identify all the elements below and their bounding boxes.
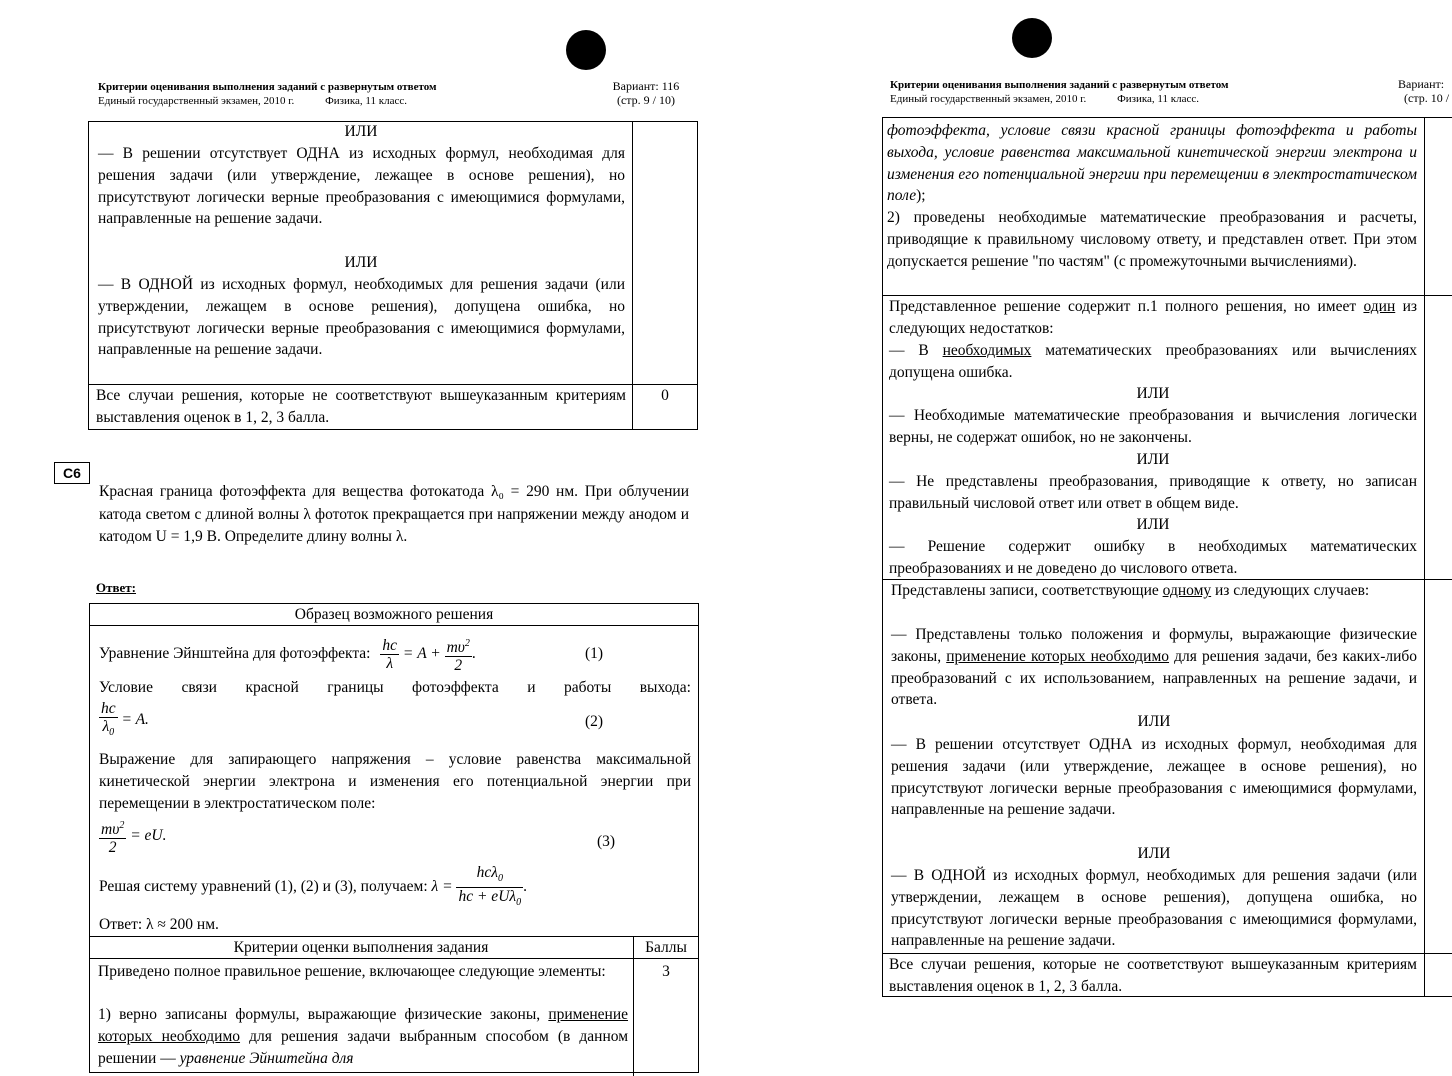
page-number: (стр. 10 / bbox=[1404, 91, 1450, 105]
item1-rest: для решения задачи выбранным способом (в данном решении — bbox=[98, 1027, 629, 1067]
criteria-paragraph: — В решении отсутствует ОДНА из исходных формул, необходимая для решения задачи (или утверждение, лежащее в основе решения), но присутствуют логически верные преобразования с имеющимися формулами, направленные на решение задачи. bbox=[98, 145, 625, 228]
equation-line: $\frac{m\upsilon^2}{2}$ = eU. (3) bbox=[99, 817, 691, 856]
answer-label: Ответ: bbox=[96, 580, 137, 595]
table-divider bbox=[1424, 117, 1425, 997]
criteria-paragraph: Все случаи решения, которые не соответствуют вышеуказанным критериям выставления оценок в 1, 2, 3 балла. bbox=[889, 956, 1417, 995]
intro-text: Представленное решение содержит п.1 полного решения, но имеет bbox=[889, 298, 1357, 315]
score-value: 3 bbox=[662, 963, 670, 980]
intro-text-end: из следующих случаев: bbox=[1215, 582, 1370, 599]
intro-underlined: один bbox=[1363, 298, 1396, 315]
energy-equation: $\frac{m\upsilon^2}{2}$ bbox=[99, 817, 126, 856]
score-value: 0 bbox=[661, 387, 669, 404]
header-subject: Физика, 11 класс. bbox=[1117, 93, 1200, 105]
header-exam: Единый государственный экзамен, 2010 г. bbox=[98, 95, 295, 107]
item1-start: 1) верно записаны формулы, выражающие физические законы, bbox=[98, 1006, 541, 1023]
criteria-paragraph bbox=[891, 580, 1417, 602]
deficiency-end: математических преобразованиях или вычислениях допущена ошибка. bbox=[889, 342, 1417, 381]
header-subject: Физика, 11 класс. bbox=[325, 95, 408, 107]
table-top-border bbox=[882, 117, 1452, 118]
equation-line bbox=[99, 634, 691, 674]
intro-underlined: одному bbox=[1162, 582, 1212, 599]
item1-italic: уравнение Эйнштейна для bbox=[179, 1049, 354, 1067]
deficiency-start: — В bbox=[889, 342, 929, 359]
header-title: Критерии оценивания выполнения заданий с развернутым ответом bbox=[98, 81, 437, 93]
header-exam: Единый государственный экзамен, 2010 г. bbox=[890, 93, 1087, 105]
result-formula: $\frac{hc\lambda_0}{hc + eU\lambda_0}$ bbox=[458, 864, 522, 909]
equation-label: Уравнение Эйнштейна для фотоэффекта: bbox=[99, 645, 371, 662]
equation-line: $\frac{hc}{\lambda_0}$ = A. (2) bbox=[99, 700, 691, 741]
criteria-paragraph bbox=[891, 624, 1417, 711]
or-label: ИЛИ bbox=[1136, 385, 1170, 402]
criteria-paragraph: — Необходимые математические преобразования и вычисления логически верны, не содержат ошибок, но не закончены. bbox=[889, 407, 1417, 446]
deficiency-underlined: необходимых bbox=[942, 342, 1032, 359]
header-title: Критерии оценивания выполнения заданий с развернутым ответом bbox=[890, 79, 1229, 91]
case-end: для решения задачи, без каких-либо преобразований с их использованием, направленных на решение задачи, и ответа. bbox=[891, 647, 1418, 709]
criteria-header: Критерии оценки выполнения задания bbox=[233, 939, 489, 956]
page-header bbox=[890, 78, 1330, 106]
final-answer: Ответ: λ ≈ 200 нм. bbox=[99, 916, 219, 933]
points-header: Баллы bbox=[645, 939, 687, 956]
solve-text: Решая систему уравнений (1), (2) и (3), получаем: bbox=[99, 878, 428, 896]
item1-underlined: применение которых необходимо bbox=[98, 1006, 629, 1045]
equation-line: Решая систему уравнений (1), (2) и (3), получаем: λ = $\frac{hc\lambda_0}{hc + eU\lambda_0}$ . bbox=[99, 864, 691, 911]
intro-text: Представлены записи, соответствующие bbox=[891, 582, 1159, 599]
criteria-paragraph: — Не представлены преобразования, приводящие к ответу, но записан правильный числовой ответ или ответ в общем виде. bbox=[889, 473, 1417, 512]
task-label: С6 bbox=[54, 462, 90, 484]
equation-text: Выражение для запирающего напряжения – условие равенства максимальной кинетической энергии электрона и изменения его потенциальной энергии при перемещении в электростатическом поле: bbox=[99, 751, 691, 812]
criteria-paragraph bbox=[98, 1004, 628, 1069]
page-header bbox=[98, 80, 538, 108]
case-underlined: применение которых необходимо bbox=[946, 647, 1170, 665]
continuation-italic: фотоэффекта, условие связи красной границы фотоэффекта и работы выхода, условие равенства максимальной кинетической энергии электрона и изменения его потенциальной энергии при перемещении в электростатическом поле bbox=[887, 122, 1417, 205]
or-label: ИЛИ bbox=[344, 123, 378, 140]
criteria-paragraph bbox=[889, 296, 1417, 340]
criteria-paragraph: — В ОДНОЙ из исходных формул, необходимых для решения задачи (или утверждении, лежащем в основе решения), допущена ошибка, но присутствуют логически верные преобразования с имеющимися формулами, направленные на решение задачи. bbox=[891, 867, 1417, 950]
page-number: (стр. 9 / 10) bbox=[616, 93, 676, 107]
punch-hole bbox=[1012, 18, 1052, 58]
intro-text-end: из следующих недостатков: bbox=[889, 298, 1417, 337]
left-page bbox=[0, 0, 726, 1067]
right-page bbox=[726, 0, 1452, 1064]
punch-hole bbox=[566, 30, 606, 70]
red-border-equation: $\frac{hc}{\lambda_0}$ bbox=[101, 700, 116, 739]
criteria-paragraph: 2) проведены необходимые математические преобразования и расчеты, приводящие к правильному числовому ответу, и представлен ответ. При этом допускается решение "по частям" (с промежуточными вычислениями). bbox=[887, 209, 1417, 270]
or-label: ИЛИ bbox=[1137, 713, 1171, 730]
criteria-paragraph: Приведено полное правильное решение, включающее следующие элементы: bbox=[98, 963, 606, 980]
table-left-border bbox=[882, 117, 883, 997]
or-label: ИЛИ bbox=[1136, 451, 1170, 468]
continuation-tail: ); bbox=[916, 187, 926, 205]
criteria-paragraph: — Решение содержит ошибку в необходимых математических преобразованиях и не доведено до числового ответа. bbox=[889, 538, 1417, 577]
criteria-paragraph: — В ОДНОЙ из исходных формул, необходимых для решения задачи (или утверждении, лежащем в основе решения), допущена ошибка, но присутствуют логически верные преобразования с имеющимися формулами, направленные на решение задачи. bbox=[98, 276, 625, 359]
equation-number: (1) bbox=[585, 645, 604, 662]
criteria-paragraph: — В решении отсутствует ОДНА из исходных формул, необходимая для решения задачи (или утверждение, лежащее в основе решения), но присутствуют логически верные преобразования с имеющимися формулами, направленные на решение задачи. bbox=[891, 736, 1417, 819]
solution-title: Образец возможного решения bbox=[294, 606, 494, 623]
equation-text: Условие связи красной границы фотоэффекта и работы выхода: bbox=[99, 679, 691, 696]
or-label: ИЛИ bbox=[344, 254, 378, 271]
criteria-paragraph bbox=[887, 120, 1417, 207]
case-start: — Представлены только положения и формулы, выражающие физические законы, bbox=[891, 626, 1417, 665]
equation-number: (3) bbox=[597, 833, 616, 850]
problem-statement: Красная граница фотоэффекта для вещества фотокатода λ₀ = 290 нм. При облучении катода светом с длиной волны λ фототок прекращается при напряжении между анодом и катодом U = 1,9 В. Определите длину волны λ. bbox=[99, 483, 689, 545]
or-label: ИЛИ bbox=[1137, 845, 1171, 862]
variant-number: Вариант: bbox=[1398, 77, 1445, 91]
einstein-equation: $\frac{hc}{\lambda}$ = A + $\frac{m\upsilon^2}{2}$ . bbox=[380, 645, 475, 662]
criteria-paragraph bbox=[889, 340, 1417, 384]
equation-number: (2) bbox=[585, 713, 604, 730]
criteria-paragraph: Все случаи решения, которые не соответствуют вышеуказанным критериям выставления оценок в 1, 2, 3 балла. bbox=[96, 387, 626, 426]
or-label: ИЛИ bbox=[1136, 516, 1170, 533]
header-variant bbox=[1398, 77, 1452, 105]
header-variant bbox=[596, 79, 696, 107]
variant-number: Вариант: 116 bbox=[612, 79, 680, 93]
